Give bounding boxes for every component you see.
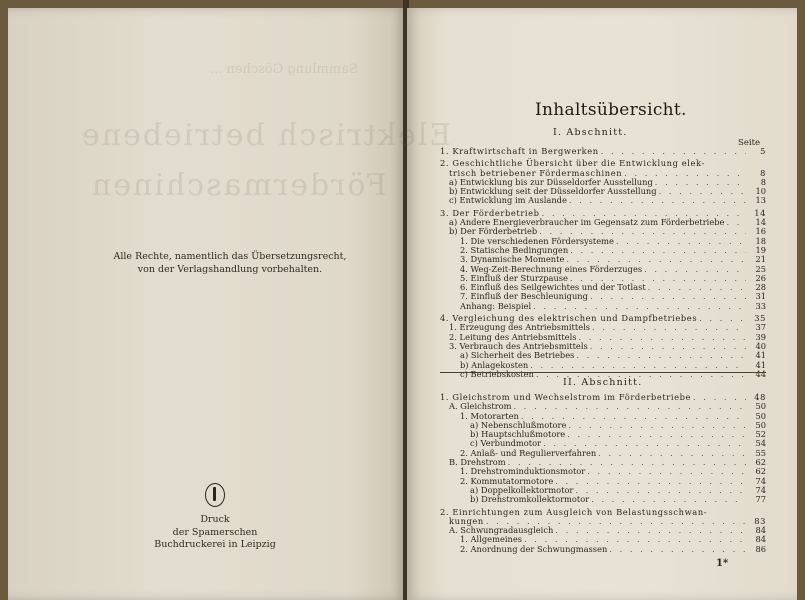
toc-leader-dots — [514, 402, 746, 411]
imprint-line: der Spamerschen — [172, 526, 258, 538]
toc-page-number: 8 — [760, 167, 766, 178]
toc-page-number: 50 — [755, 419, 766, 430]
toc-entry-label: A. Schwungradausgleich — [449, 525, 554, 536]
toc-page-number: 35 — [754, 313, 766, 324]
toc-leader-dots — [648, 283, 746, 292]
toc-page-number: 50 — [755, 401, 766, 412]
toc-entry-label: c) Verbundmotor — [470, 438, 542, 449]
toc-entry-label: 1. Erzeugung des Antriebsmittels — [449, 322, 591, 333]
toc-entry-label: 2. Kommutatormotore — [460, 475, 554, 486]
toc-page-number: 8 — [760, 176, 766, 187]
toc-entry-label: B. Drehstrom — [449, 457, 506, 468]
toc-page-number: 74 — [755, 484, 766, 495]
toc-entry-label: b) Der Förderbetrieb — [449, 226, 538, 237]
toc-page-number: 25 — [755, 263, 766, 274]
toc-page-number: 83 — [754, 515, 766, 526]
toc-page-number: 10 — [755, 186, 766, 197]
toc-leader-dots — [591, 495, 746, 504]
toc-leader-dots — [533, 302, 746, 311]
toc-page-number: 37 — [755, 322, 766, 333]
toc-entry-label: a) Nebenschlußmotore — [470, 419, 567, 430]
section-heading: I. Abschnitt. — [553, 127, 628, 138]
toc-page-number: 41 — [755, 350, 766, 361]
toc-entry-label: 4. Vergleichung des elektrischen und Dampfbetriebes — [440, 313, 698, 324]
toc-entry-label: c) Entwicklung im Auslande — [449, 195, 567, 206]
toc-entry — [440, 495, 766, 504]
bleed-through-text: Elektrisch betriebene — [80, 118, 452, 153]
toc-leader-dots — [699, 314, 746, 323]
toc-leader-dots — [567, 430, 746, 439]
toc-entry-label: a) Doppelkollektormotor — [470, 484, 574, 495]
toc-entry-label: 3. Der Förderbetrieb — [440, 207, 540, 218]
toc-page-number: 44 — [755, 368, 766, 379]
toc-page-number: 54 — [755, 438, 766, 449]
toc-entry-label: b) Drehstromkollektormotor — [470, 494, 590, 505]
toc-entry — [440, 196, 766, 205]
toc-entry-label: A. Gleichstrom — [449, 401, 512, 412]
toc-title: Inhaltsübersicht. — [535, 100, 687, 120]
toc-leader-dots — [568, 421, 746, 430]
toc-page-number: 77 — [755, 494, 766, 505]
toc-leader-dots — [601, 147, 746, 156]
toc-leader-dots — [576, 351, 746, 360]
toc-entry-label: b) Hauptschlußmotore — [470, 429, 566, 440]
toc-leader-dots — [569, 196, 746, 205]
toc-page-number: 39 — [755, 331, 766, 342]
toc-page-number: 16 — [755, 226, 766, 237]
toc-entry-label: 2. Anordnung der Schwungmassen — [460, 543, 608, 554]
toc-page-number: 74 — [755, 475, 766, 486]
toc-page-number: 41 — [755, 359, 766, 370]
toc-entry-label: a) Andere Energieverbraucher im Gegensatz zum Förderbetriebe — [449, 217, 725, 228]
toc-leader-dots — [598, 449, 746, 458]
left-page — [8, 8, 405, 600]
toc-page-number: 52 — [755, 429, 766, 440]
rights-notice — [110, 250, 350, 276]
toc-leader-dots — [590, 292, 746, 301]
toc-entry-label: 1. Allgemeines — [460, 534, 523, 545]
toc-entry-label: 1. Gleichstrom und Wechselstrom im Förderbetriebe — [440, 392, 692, 402]
toc-entry-label: 1. Drehstrominduktionsmotor — [460, 466, 586, 477]
toc-entry — [440, 147, 766, 156]
toc-entry — [440, 545, 766, 554]
toc-page-number: 40 — [755, 340, 766, 351]
toc-leader-dots — [644, 265, 746, 274]
toc-page-number: 84 — [755, 534, 766, 545]
toc-leader-dots — [579, 333, 747, 342]
toc-leader-dots — [609, 545, 746, 554]
toc-leader-dots — [530, 361, 746, 370]
toc-entry-line: 2. Einrichtungen zum Ausgleich von Belastungsschwan- — [440, 506, 708, 517]
section-heading: II. Abschnitt. — [563, 377, 643, 388]
section-divider — [440, 372, 766, 373]
toc-leader-dots — [693, 393, 746, 402]
toc-entry-label: b) Anlagekosten — [460, 359, 529, 370]
toc-entry-label: 3. Verbrauch des Antriebsmittels — [449, 340, 588, 351]
rights-line: von der Verlagshandlung vorbehalten. — [137, 264, 323, 275]
toc-entry-label: a) Entwicklung bis zur Düsseldorfer Ausstellung — [449, 176, 653, 187]
toc-page-number: 50 — [755, 410, 766, 421]
toc-entry-label: 4. Weg-Zeit-Berechnung eines Förderzuges — [460, 263, 643, 274]
toc-page-number: 14 — [754, 207, 766, 218]
toc-entry-label: trisch betriebener Fördermaschinen — [449, 167, 623, 178]
toc-leader-dots — [659, 187, 746, 196]
toc-entry-label: 6. Einfluß des Seilgewichtes und der Totlast — [460, 282, 646, 293]
bleed-through-text: Fördermaschinen — [90, 168, 387, 203]
toc-leader-dots — [570, 246, 746, 255]
imprint-line: Druck — [200, 514, 230, 525]
toc-entry-label: 2. Leitung des Antriebsmittels — [449, 331, 577, 342]
toc-page-number: 14 — [755, 217, 766, 228]
toc-entry-label: 3. Dynamische Momente — [460, 254, 565, 265]
signature-mark: 1* — [716, 558, 729, 569]
toc-entry-label: 2. Anlaß- und Regulierverfahren — [460, 447, 597, 458]
toc-leader-dots — [575, 486, 746, 495]
bleed-through-text: Sammlung Göschen ... — [210, 62, 358, 77]
toc-leader-dots — [655, 178, 746, 187]
printer-logo-icon — [205, 483, 225, 507]
printer-imprint — [130, 514, 300, 552]
toc-leader-dots — [555, 526, 746, 535]
toc-page-number: 21 — [755, 254, 766, 265]
toc-entry-label: 5. Einfluß der Sturzpause — [460, 272, 568, 283]
toc-entry-label: 1. Die verschiedenen Fördersysteme — [460, 235, 614, 246]
toc-entry-label: Anhang: Beispiel — [460, 300, 532, 311]
toc-leader-dots — [590, 342, 746, 351]
imprint-line: Buchdruckerei in Leipzig — [154, 539, 276, 550]
toc-page-number: 19 — [755, 244, 766, 255]
toc-page-number: 86 — [755, 543, 766, 554]
toc-entry-label: 1. Kraftwirtschaft in Bergwerken — [440, 146, 599, 156]
toc-page-number: 48 — [754, 392, 766, 402]
toc-section-2 — [440, 393, 766, 554]
toc-entry-line: 2. Geschichtliche Übersicht über die Entwicklung elek- — [440, 158, 705, 169]
toc-leader-dots — [726, 218, 746, 227]
toc-page-number: 33 — [755, 300, 766, 311]
toc-entry-label: kungen — [449, 515, 484, 526]
toc-page-number: 55 — [755, 447, 766, 458]
toc-entry-label: c) Betriebskosten — [460, 368, 534, 379]
toc-entry-label: 7. Einfluß der Beschleunigung — [460, 291, 588, 302]
toc-entry-label: b) Entwicklung seit der Düsseldorfer Ausstellung — [449, 186, 657, 197]
toc-entry-label: 1. Motorarten — [460, 410, 519, 421]
toc-page-number: 18 — [755, 235, 766, 246]
toc-page-number: 31 — [755, 291, 766, 302]
toc-entry — [440, 302, 766, 311]
toc-page-number: 26 — [755, 272, 766, 283]
toc-entry-label: 2. Statische Bedingungen — [460, 244, 569, 255]
toc-page-number: 13 — [755, 195, 766, 206]
rights-line: Alle Rechte, namentlich das Übersetzungsrecht, — [113, 251, 347, 262]
toc-page-number: 84 — [755, 525, 766, 536]
toc-leader-dots — [587, 467, 746, 476]
toc-page-number: 28 — [755, 282, 766, 293]
toc-entry-label: a) Sicherheit des Betriebes — [460, 350, 575, 361]
page-column-label: Seite — [738, 138, 761, 148]
toc-leader-dots — [616, 237, 746, 246]
toc-page-number: 5 — [760, 146, 766, 156]
toc-page-number: 62 — [755, 457, 766, 468]
toc-leader-dots — [555, 477, 746, 486]
toc-section-1 — [440, 147, 766, 379]
toc-page-number: 62 — [755, 466, 766, 477]
toc-leader-dots — [592, 323, 746, 332]
